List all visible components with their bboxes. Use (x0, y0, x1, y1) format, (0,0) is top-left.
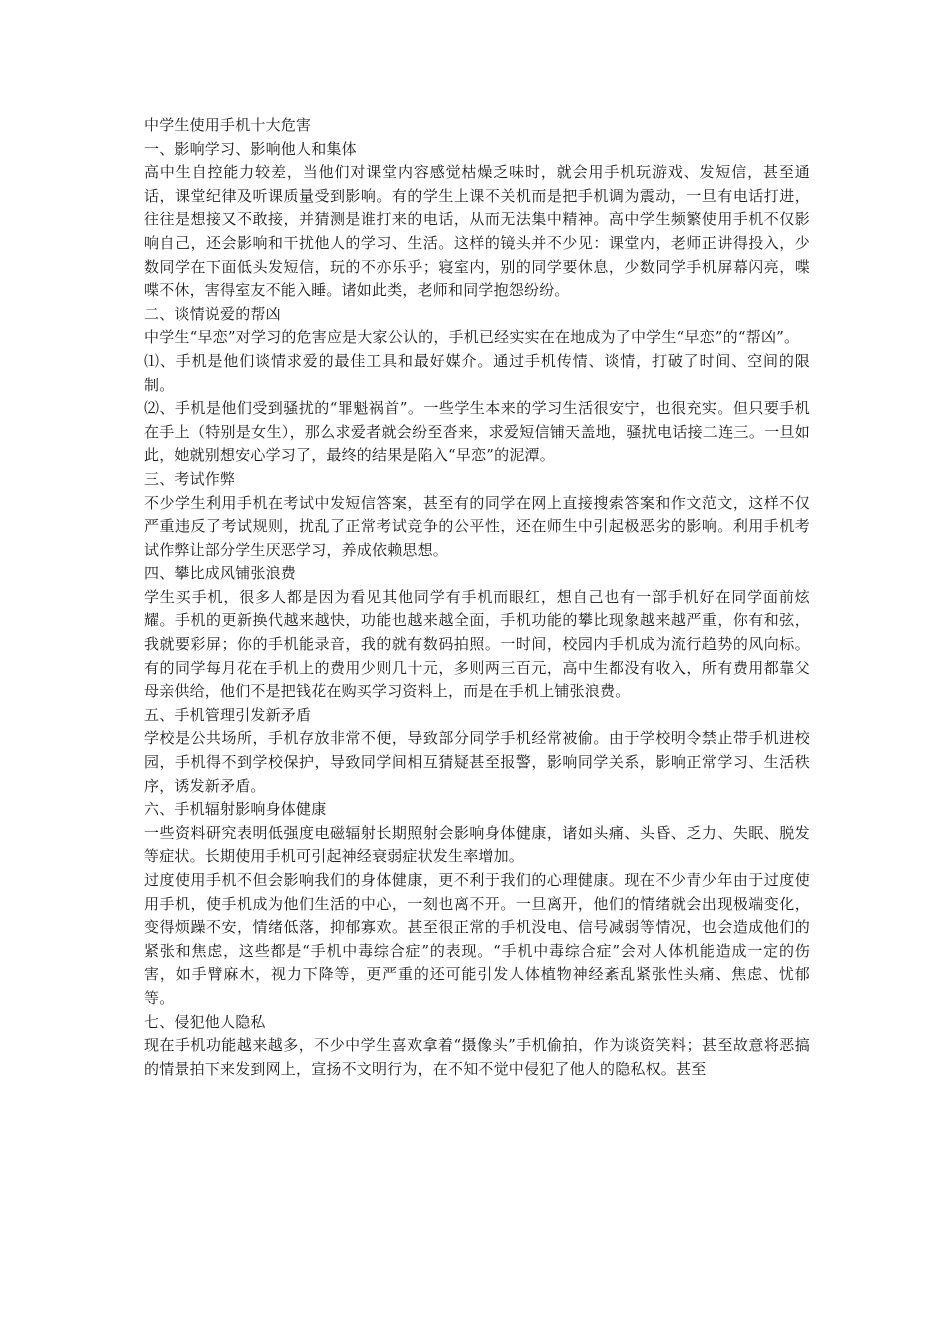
section-heading: 一、影响学习、影响他人和集体 (144, 139, 357, 158)
section-heading: 二、谈情说爱的帮凶 (144, 304, 281, 323)
section-heading: 七、侵犯他人隐私 (144, 1012, 266, 1031)
paragraph: ⑵、手机是他们受到骚扰的“罪魁祸首”。一些学生本来的学习生活很安宁，也很充实。但只要手机在手上（特别是女生），那么求爱者就会纷至沓来，求爱短信铺天盖地，骚扰电话接二连三。一旦如此，她就别想安心学习了，最终的结果是陷入“早恋”的泥潭。 (144, 399, 810, 465)
paragraph: 一些资料研究表明低强度电磁辐射长期照射会影响身体健康，诸如头痛、头昏、乏力、失眠、脱发等症状。长期使用手机可引起神经衰弱症状发生率增加。 (144, 823, 810, 866)
section-heading: 四、攀比成风铺张浪费 (144, 564, 297, 583)
paragraph: 现在手机功能越来越多，不少中学生喜欢拿着“摄像头”手机偷拍，作为谈资笑料；甚至故意将恶搞的情景拍下来发到网上，宣扬不文明行为，在不知不觉中侵犯了他人的隐私权。甚至 (144, 1036, 810, 1078)
document-page (144, 114, 810, 1081)
section-heading: 三、考试作弊 (144, 469, 236, 488)
section-heading: 五、手机管理引发新矛盾 (144, 705, 312, 724)
paragraph: 中学生“早恋”对学习的危害应是大家公认的，手机已经实实在在地成为了中学生“早恋”的“帮凶”。 (144, 328, 800, 347)
document-title: 中学生使用手机十大危害 (144, 116, 312, 134)
section-heading: 六、手机辐射影响身体健康 (144, 800, 327, 819)
paragraph: 高中生自控能力较差，当他们对课堂内容感觉枯燥乏味时，就会用手机玩游戏、发短信，甚至通话，课堂纪律及听课质量受到影响。有的学生上课不关机而是把手机调为震动，一旦有电话打进，往往是想接又不敢接，并猜测是谁打来的电话，从而无法集中精神。高中学生频繁使用手机不仅影响自己，还会影响和干扰他人的学习、生活。这样的镜头并不少见：课堂内，老师正讲得投入，少数同学在下面低头发短信，玩的不亦乐乎；寝室内，别的同学要休息，少数同学手机屏幕闪亮，喋喋不休，害得室友不能入睡。诸如此类，老师和同学抱怨纷纷。 (144, 163, 810, 300)
paragraph: ⑴、手机是他们谈情求爱的最佳工具和最好媒介。通过手机传情、谈情，打破了时间、空间的限制。 (144, 351, 810, 394)
paragraph: 学校是公共场所，手机存放非常不便，导致部分同学手机经常被偷。由于学校明令禁止带手机进校园，手机得不到学校保护，导致同学间相互猜疑甚至报警，影响同学关系，影响正常学习、生活秩序，诱发新矛盾。 (144, 729, 810, 795)
paragraph: 学生买手机，很多人都是因为看见其他同学有手机而眼红，想自己也有一部手机好在同学面前炫耀。手机的更新换代越来越快，功能也越来越全面，手机功能的攀比现象越来越严重，你有和弦，我就要彩屏；你的手机能录音，我的就有数码拍照。一时间，校园内手机成为流行趋势的风向标。有的同学每月花在手机上的费用少则几十元，多则两三百元，高中生都没有收入，所有费用都靠父母亲供给，他们不是把钱花在购买学习资料上，而是在手机上铺张浪费。 (144, 587, 810, 701)
paragraph: 过度使用手机不但会影响我们的身体健康，更不利于我们的心理健康。现在不少青少年由于过度使用手机，使手机成为他们生活的中心，一刻也离不开。一旦离开，他们的情绪就会出现极端变化，变得烦躁不安，情绪低落，抑郁寡欢。甚至很正常的手机没电、信号减弱等情况，也会造成他们的紧张和焦虑，这些都是“手机中毒综合症”的表现。“手机中毒综合症”会对人体机能造成一定的伤害，如手臂麻木，视力下降等，更严重的还可能引发人体植物神经紊乱紧张性头痛、焦虑、忧郁等。 (144, 871, 810, 1007)
paragraph: 不少学生利用手机在考试中发短信答案，甚至有的同学在网上直接搜索答案和作文范文，这样不仅严重违反了考试规则，扰乱了正常考试竞争的公平性，还在师生中引起极恶劣的影响。利用手机考试作弊让部分学生厌恶学习，养成依赖思想。 (144, 493, 810, 559)
